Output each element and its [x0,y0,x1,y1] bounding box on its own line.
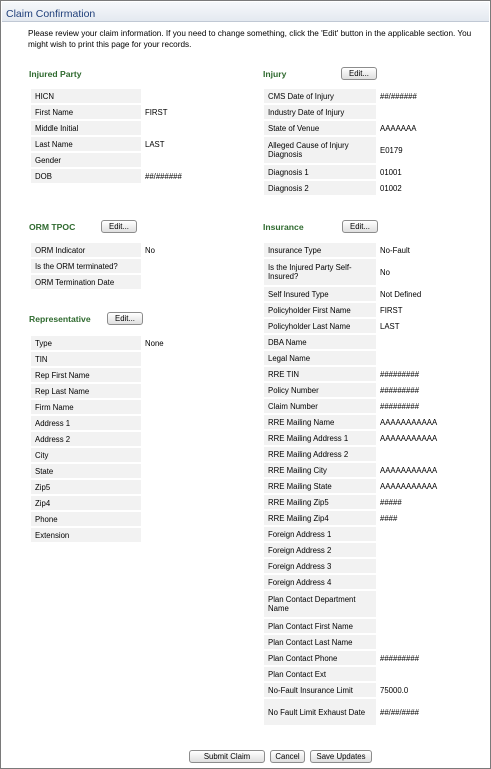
field-value: No-Fault [376,243,448,257]
submit-claim-button[interactable]: Submit Claim [189,750,265,763]
field-value [141,153,215,167]
field-label: CMS Date of Injury [264,89,376,103]
field-value: ##### [376,495,448,509]
field-label: City [31,448,141,462]
field-value [376,575,448,589]
table-row [264,495,448,509]
table-row [31,448,215,462]
table-row [31,137,215,151]
field-label: RRE Mailing Zip5 [264,495,376,509]
field-label: Address 2 [31,432,141,446]
table-row [264,651,448,665]
orm-tpoc-header [29,220,229,234]
field-value: ##/###### [376,89,448,103]
insurance-title: Insurance [263,222,304,232]
field-label: No-Fault Insurance Limit [264,683,376,697]
field-label: Foreign Address 3 [264,559,376,573]
edit-orm-tpoc-button[interactable]: Edit... [101,220,137,233]
table-row [264,575,448,589]
field-label: Zip5 [31,480,141,494]
injury-table [264,87,448,197]
table-row [31,464,215,478]
field-label: ORM Termination Date [31,275,141,289]
table-row [31,243,215,257]
field-label: DBA Name [264,335,376,349]
footer-actions [1,750,491,764]
field-value: ######### [376,367,448,381]
field-label: RRE Mailing Name [264,415,376,429]
table-row [31,89,215,103]
field-label: Address 1 [31,416,141,430]
field-value [376,619,448,633]
field-label: Firm Name [31,400,141,414]
field-value [141,496,215,510]
field-value [376,105,448,119]
field-label: Phone [31,512,141,526]
field-label: Industry Date of Injury [264,105,376,119]
table-row [264,431,448,445]
table-row [31,352,215,366]
injury-title: Injury [263,69,287,79]
table-row [264,447,448,461]
field-label: RRE Mailing State [264,479,376,493]
field-value [376,635,448,649]
table-row [31,432,215,446]
orm-tpoc-title: ORM TPOC [29,222,76,232]
field-value [141,89,215,103]
table-row [31,416,215,430]
table-row [264,303,448,317]
table-row [264,415,448,429]
field-label: RRE Mailing Address 2 [264,447,376,461]
table-row [264,105,448,119]
field-label: Is the Injured Party Self-Insured? [264,259,376,285]
field-value: LAST [376,319,448,333]
field-value: #### [376,511,448,525]
field-label: Extension [31,528,141,542]
field-value [141,368,215,382]
field-value [376,559,448,573]
field-label: No Fault Limit Exhaust Date [264,699,376,725]
field-label: Policyholder First Name [264,303,376,317]
cancel-button[interactable]: Cancel [270,750,305,763]
table-row [31,275,215,289]
field-label: Alleged Cause of Injury Diagnosis [264,137,376,163]
title-bar [2,2,489,22]
field-label: HICN [31,89,141,103]
field-value: No [376,259,448,285]
table-row [264,543,448,557]
field-label: Diagnosis 1 [264,165,376,179]
field-value: None [141,336,215,350]
field-label: State of Venue [264,121,376,135]
field-label: Policy Number [264,383,376,397]
field-label: RRE Mailing Zip4 [264,511,376,525]
field-value: FIRST [141,105,215,119]
table-row [31,400,215,414]
field-value [141,448,215,462]
table-row [31,105,215,119]
field-label: Is the ORM terminated? [31,259,141,273]
field-value [376,591,448,617]
field-value: ######### [376,651,448,665]
injured-party-table [31,87,215,185]
field-value: 01002 [376,181,448,195]
field-value [141,416,215,430]
field-label: Rep First Name [31,368,141,382]
field-label: Foreign Address 4 [264,575,376,589]
insurance-table [264,241,448,727]
table-row [264,319,448,333]
field-label: Rep Last Name [31,384,141,398]
field-label: Plan Contact First Name [264,619,376,633]
table-row [31,368,215,382]
save-updates-button[interactable]: Save Updates [310,750,372,763]
field-value: LAST [141,137,215,151]
field-value [376,667,448,681]
table-row [31,169,215,183]
field-label: Foreign Address 1 [264,527,376,541]
field-value: AAAAAAAAAAA [376,479,448,493]
field-label: Plan Contact Phone [264,651,376,665]
table-row [264,335,448,349]
edit-injury-button[interactable]: Edit... [341,67,377,80]
field-label: Middle Initial [31,121,141,135]
table-row [264,667,448,681]
field-label: Gender [31,153,141,167]
field-value: E0179 [376,137,448,163]
table-row [31,528,215,542]
field-label: Zip4 [31,496,141,510]
field-label: RRE TIN [264,367,376,381]
table-row [264,463,448,477]
field-value [141,259,215,273]
table-row [264,367,448,381]
table-row [264,137,448,163]
field-label: Legal Name [264,351,376,365]
orm-tpoc-table [31,241,215,291]
field-value: ##/##/#### [376,699,448,725]
table-row [264,383,448,397]
table-row [264,399,448,413]
field-value: 75000.0 [376,683,448,697]
field-label: Last Name [31,137,141,151]
field-label: DOB [31,169,141,183]
table-row [264,181,448,195]
representative-header [29,312,229,326]
field-label: Foreign Address 2 [264,543,376,557]
field-value: AAAAAAAAAAA [376,463,448,477]
field-value [376,447,448,461]
field-value [141,275,215,289]
table-row [31,121,215,135]
field-label: First Name [31,105,141,119]
field-value [141,384,215,398]
injury-header [263,67,463,81]
table-row [264,619,448,633]
table-row [264,635,448,649]
window-title: Claim Confirmation [6,8,96,20]
field-label: State [31,464,141,478]
field-label: Insurance Type [264,243,376,257]
field-label: Plan Contact Department Name [264,591,376,617]
field-label: Plan Contact Last Name [264,635,376,649]
field-value [376,543,448,557]
field-value: ######### [376,383,448,397]
insurance-header [263,220,463,234]
field-value: 01001 [376,165,448,179]
table-row [31,336,215,350]
table-row [264,243,448,257]
table-row [264,259,448,285]
field-value: Not Defined [376,287,448,301]
table-row [31,384,215,398]
field-label: TIN [31,352,141,366]
field-value [141,432,215,446]
field-label: ORM Indicator [31,243,141,257]
field-value [141,512,215,526]
table-row [264,121,448,135]
table-row [264,699,448,725]
field-value [376,527,448,541]
field-value: AAAAAAA [376,121,448,135]
table-row [264,165,448,179]
field-value [141,121,215,135]
table-row [264,559,448,573]
field-value: ######### [376,399,448,413]
table-row [264,89,448,103]
field-label: Self Insured Type [264,287,376,301]
table-row [31,496,215,510]
field-label: Policyholder Last Name [264,319,376,333]
representative-table [31,334,215,544]
table-row [264,287,448,301]
field-value [141,528,215,542]
field-value: ##/###### [141,169,215,183]
table-row [31,259,215,273]
edit-insurance-button[interactable]: Edit... [342,220,378,233]
field-label: RRE Mailing Address 1 [264,431,376,445]
field-label: Type [31,336,141,350]
field-value [141,352,215,366]
intro-text: Please review your claim information. If you need to change something, click the 'Edit' button in the applicable section. You might wish to print this page for your records. [28,29,472,49]
field-label: Plan Contact Ext [264,667,376,681]
table-row [264,683,448,697]
table-row [264,511,448,525]
table-row [264,351,448,365]
field-value: AAAAAAAAAAA [376,431,448,445]
field-value [141,480,215,494]
field-value [141,400,215,414]
representative-title: Representative [29,314,91,324]
table-row [31,153,215,167]
field-value: No [141,243,215,257]
injured-party-title: Injured Party [29,69,82,79]
field-value: AAAAAAAAAAA [376,415,448,429]
table-row [31,512,215,526]
injured-party-header [29,67,229,81]
table-row [31,480,215,494]
field-value [376,351,448,365]
table-row [264,591,448,617]
field-value: FIRST [376,303,448,317]
field-value [141,464,215,478]
field-label: Claim Number [264,399,376,413]
edit-representative-button[interactable]: Edit... [107,312,143,325]
table-row [264,479,448,493]
field-value [376,335,448,349]
field-label: RRE Mailing City [264,463,376,477]
table-row [264,527,448,541]
field-label: Diagnosis 2 [264,181,376,195]
